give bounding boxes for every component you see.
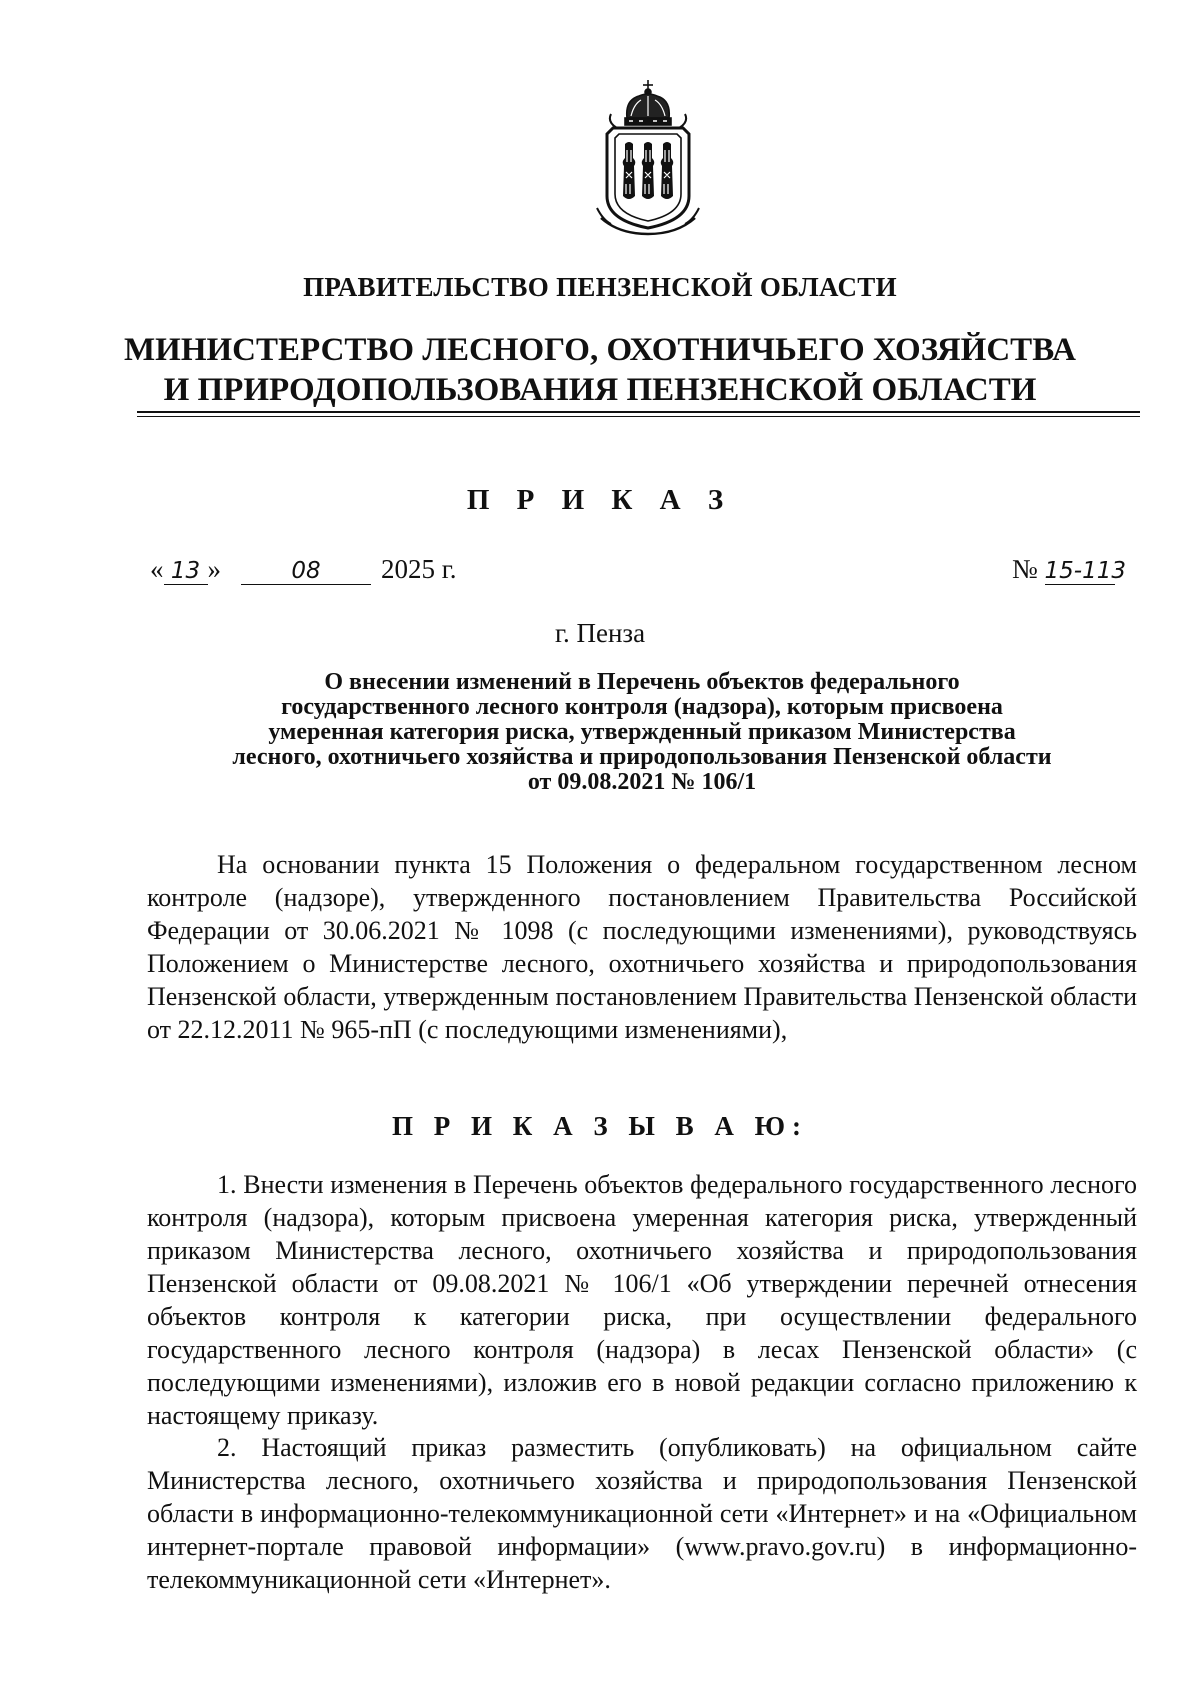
date-month: 08 [241, 558, 371, 585]
document-type: П Р И К А З [466, 484, 734, 516]
government-title: ПРАВИТЕЛЬСТВО ПЕНЗЕНСКОЙ ОБЛАСТИ [303, 272, 897, 302]
ministry-title-line-2: И ПРИРОДОПОЛЬЗОВАНИЯ ПЕНЗЕНСКОЙ ОБЛАСТИ [163, 372, 1037, 408]
date-day: 13 [164, 558, 208, 585]
order-date [150, 554, 457, 585]
subject-line-1: О внесении изменений в Перечень объектов федерального [324, 669, 960, 695]
city: г. Пенза [554, 618, 646, 648]
ministry-title-line-1: МИНИСТЕРСТВО ЛЕСНОГО, ОХОТНИЧЬЕГО ХОЗЯЙСТВА [124, 332, 1076, 368]
ministry-title [0, 330, 1200, 410]
subject-line-2: государственного лесного контроля (надзора), которым присвоена [281, 694, 1003, 720]
date-close-quote: » [207, 554, 221, 584]
date-open-quote: « [150, 554, 164, 584]
subject-line-3: умеренная категория риска, утвержденный приказом Министерства [268, 719, 1016, 745]
header-rule-thin [137, 416, 1140, 417]
order-number [1012, 554, 1126, 585]
number-value: 15-113 [1044, 558, 1126, 584]
header-rule-thick [137, 411, 1140, 413]
subject-line-5: от 09.08.2021 № 106/1 [527, 769, 757, 795]
subject-line-4: лесного, охотничьего хозяйства и природопользования Пензенской области [232, 744, 1052, 770]
decree-heading: П Р И К А З Ы В А Ю: [392, 1111, 808, 1141]
date-year: 2025 г. [381, 554, 457, 584]
number-label: № [1012, 554, 1038, 584]
order-item-1: 1. Внести изменения в Перечень объектов федерального государственного лесного контроля (надзора), которым присвоена умеренная категория риска, утвержденный приказом Министерства лесного, охотничьего хозяйства и природопользования Пензенской области от 09.08.2021 № 106/1 «Об утверждении перечней отнесения объектов контроля к категории риска, при осуществлении федерального государственного лесного контроля (надзора) в лесах Пензенской области» (с последующими изменениями), изложив его в новой редакции согласно приложению к настоящему приказу. [147, 1170, 1137, 1430]
order-item-2: 2. Настоящий приказ разместить (опубликовать) на официальном сайте Министерства лесного, охотничьего хозяйства и природопользования Пензенской области в информационно-телекоммуникационной сети «Интернет» и на «Официальном интернет-портале правовой информации» (www.pravo.gov.ru) в информационно-телекоммуникационной сети «Интернет». [147, 1433, 1137, 1594]
coat-of-arms-icon [589, 78, 707, 238]
order-subject [147, 670, 1137, 795]
preamble-paragraph: На основании пункта 15 Положения о федеральном государственном лесном контроле (надзоре), утвержденного постановлением Правительства Российской Федерации от 30.06.2021 № 1098 (с последующими изменениями), руководствуясь Положением о Министерстве лесного, охотничьего хозяйства и природопользования Пензенской области, утвержденным постановлением Правительства Пензенской области от 22.12.2011 № 965-пП (с последующими изменениями), [147, 850, 1137, 1044]
